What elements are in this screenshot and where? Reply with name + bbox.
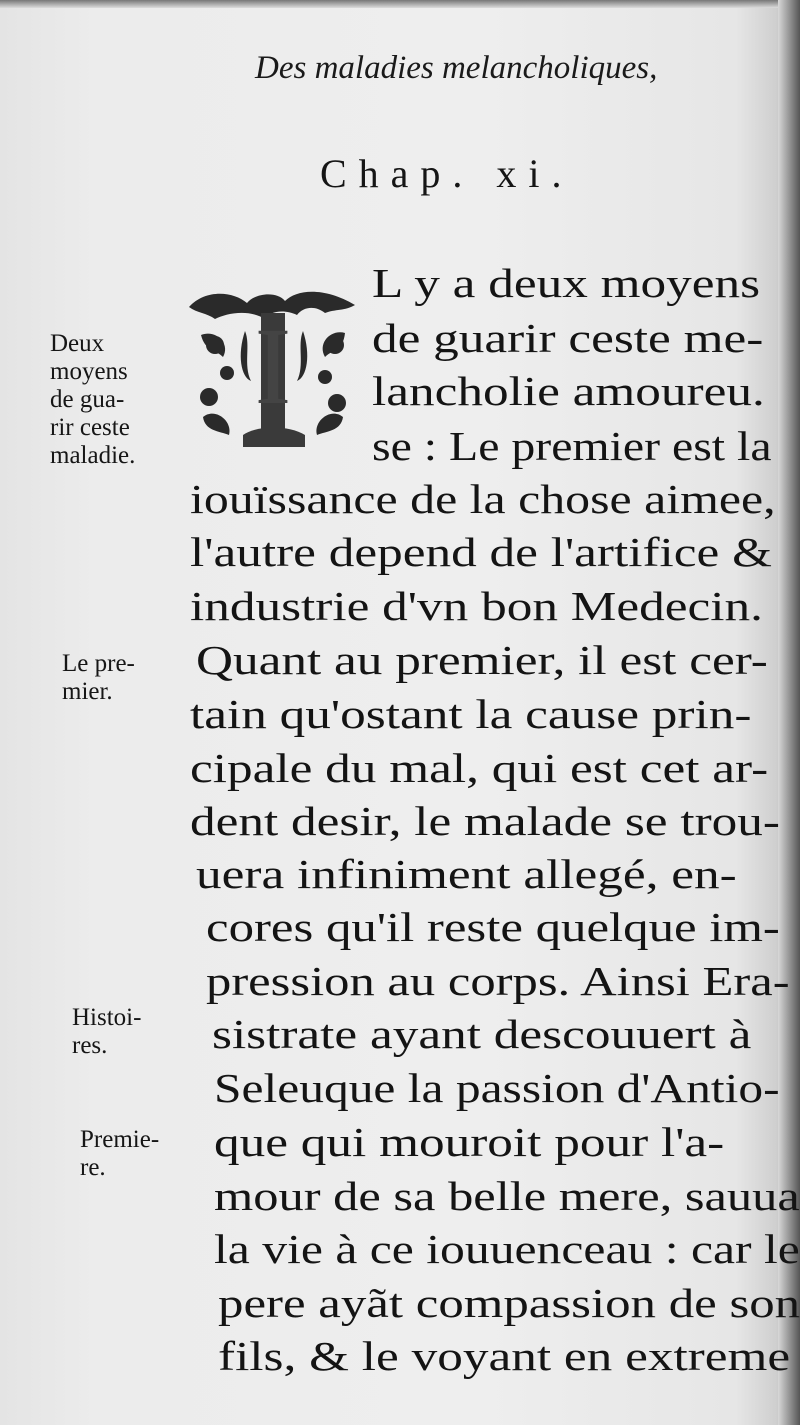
margin-note-line: mier. xyxy=(62,678,113,705)
chapter-heading: Chap. xi. xyxy=(320,151,574,196)
margin-note xyxy=(72,1004,141,1060)
body-text-line: lancholie amoureu. xyxy=(372,368,765,414)
body-text-line: de guarir ceste me- xyxy=(372,315,764,361)
body-text-line: pression au corps. Ainsi Era- xyxy=(206,958,790,1004)
initial-letter-glyph: I xyxy=(254,305,292,427)
body-text-line: l'autre depend de l'artifice & xyxy=(190,529,772,575)
body-text-line: cores qu'il reste quelque im- xyxy=(206,904,780,950)
margin-note-line: res. xyxy=(72,1032,108,1059)
margin-note-line: Histoi- xyxy=(72,1004,142,1031)
body-text-line: que qui mouroit pour l'a- xyxy=(214,1119,725,1165)
margin-note xyxy=(80,1126,159,1182)
body-text-line: pere ayãt compassion de son xyxy=(218,1280,800,1326)
margin-note-line: de gua- xyxy=(50,386,125,413)
body-text-line: Seleuque la passion d'Antio- xyxy=(214,1065,780,1111)
body-text-line: dent desir, le malade se trou- xyxy=(190,798,780,844)
body-text-line: Quant au premier, il est cer- xyxy=(196,637,768,683)
body-text-line: cipale du mal, qui est cet ar- xyxy=(190,745,769,791)
page-top-edge xyxy=(0,0,800,8)
body-text-line: sistrate ayant descouuert à xyxy=(212,1011,752,1057)
margin-note-line: moyens xyxy=(50,358,128,385)
body-text-line: mour de sa belle mere, sauua xyxy=(214,1173,800,1219)
body-text-line: industrie d'vn bon Medecin. xyxy=(190,583,763,629)
margin-note-line: maladie. xyxy=(50,442,136,469)
margin-note-line: re. xyxy=(80,1154,106,1181)
margin-note-line: Premie- xyxy=(80,1126,160,1153)
body-text-line: L y a deux moyens xyxy=(372,260,761,306)
body-text-line: fils, & le voyant en extreme xyxy=(218,1333,791,1379)
body-text-line: se : Le premier est la xyxy=(372,423,772,469)
margin-note xyxy=(50,330,135,470)
body-text-line: uera infiniment allegé, en- xyxy=(196,851,737,897)
margin-note-line: Le pre- xyxy=(62,650,135,677)
margin-note-line: rir ceste xyxy=(50,414,130,441)
body-text-line: iouïssance de la chose aimee, xyxy=(190,476,776,522)
running-title: Des maladies melancholiques, xyxy=(255,50,658,86)
decorated-initial-letter xyxy=(185,285,360,453)
body-text-line: la vie à ce iouuenceau : car le xyxy=(214,1226,800,1272)
margin-note xyxy=(62,650,135,706)
margin-note-line: Deux xyxy=(50,330,105,357)
body-text-line: tain qu'ostant la cause prin- xyxy=(190,691,752,737)
